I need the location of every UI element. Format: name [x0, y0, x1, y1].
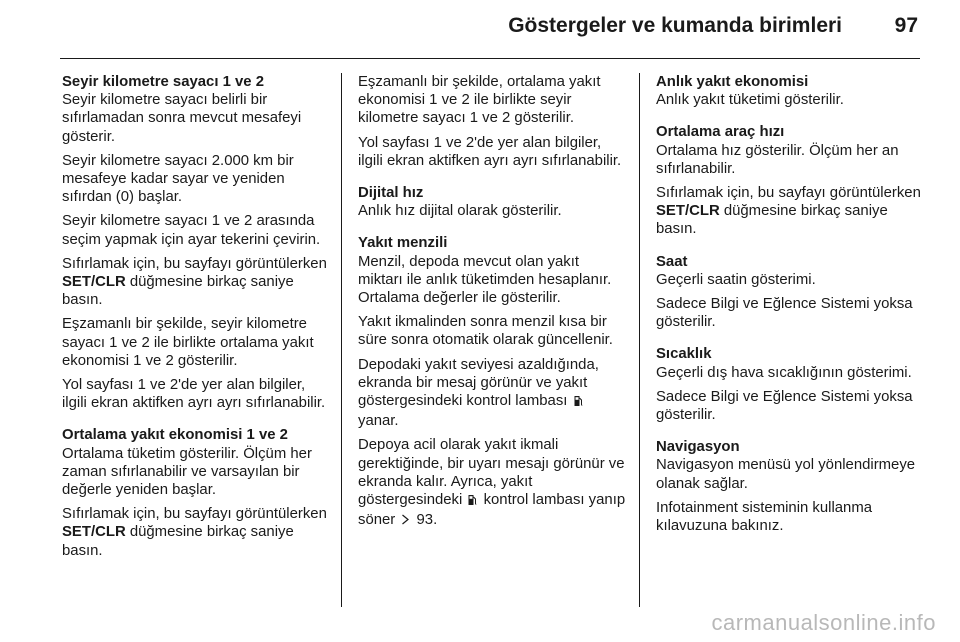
section-heading: Ortalama araç hızı	[656, 124, 785, 141]
paragraph: Anlık hız dijital olarak gösterilir.	[358, 203, 562, 220]
section-average-speed	[656, 123, 926, 238]
paragraph: Sadece Bilgi ve Eğlence Sistemi yoksa gösterilir.	[656, 388, 913, 424]
fuel-pump-icon	[468, 493, 477, 511]
section-instant-fuel-economy	[656, 73, 926, 109]
section-heading: Seyir kilometre sayacı 1 ve 2	[62, 74, 264, 90]
paragraph: Menzil, depoda mevcut olan yakıt miktarı ile anlık tüketimden hesaplanır. Ortalama değerler ile gösterilir.	[358, 253, 612, 307]
section-trip-odometer	[62, 73, 330, 412]
paragraph: Ortalama tüketim gösterilir. Ölçüm her zaman sıfırlanabilir ve varsayılan bir değerle yeniden başlar.	[62, 445, 312, 499]
section-digital-speed	[358, 184, 626, 220]
page-number: 97	[894, 14, 918, 37]
section-navigation	[656, 438, 926, 535]
paragraph: Eşzamanlı bir şekilde, seyir kilometre sayacı 1 ve 2 ile birlikte ortalama yakıt ekonomisi 1 ve 2 gösterilir.	[62, 316, 314, 369]
paragraph: Geçerli dış hava sıcaklığının gösterimi.	[656, 364, 912, 381]
header-divider	[60, 58, 920, 59]
paragraph: Depodaki yakıt seviyesi azaldığında, ekranda bir mesaj görünür ve yakıt göstergesindeki kontrol lambası yanar.	[358, 356, 599, 430]
column-left	[62, 73, 330, 574]
section-fuel-range	[358, 234, 626, 530]
page-reference[interactable]: 93.	[412, 512, 438, 529]
paragraph: Seyir kilometre sayacı 2.000 km bir mesafeye kadar sayar ve yeniden sıfırdan (0) başlar.	[62, 152, 294, 206]
paragraph: Geçerli saatin gösterimi.	[656, 271, 816, 288]
column-middle	[358, 73, 626, 544]
column-right	[656, 73, 926, 549]
section-heading: Dijital hız	[358, 185, 424, 202]
paragraph: Sıfırlamak için, bu sayfayı görüntülerken SET/CLR düğmesine birkaç saniye basın.	[62, 506, 327, 559]
page-title: Göstergeler ve kumanda birimleri	[508, 14, 842, 37]
paragraph: Eşzamanlı bir şekilde, ortalama yakıt ekonomisi 1 ve 2 ile birlikte seyir kilometre sayacı 1 ve 2 gösterilir.	[358, 74, 601, 127]
column-divider-right	[639, 73, 640, 607]
paragraph: Sadece Bilgi ve Eğlence Sistemi yoksa gösterilir.	[656, 296, 913, 331]
section-heading: Navigasyon	[656, 439, 740, 456]
section-heading: Yakıt menzili	[358, 235, 448, 252]
paragraph: Yol sayfası 1 ve 2'de yer alan bilgiler, ilgili ekran aktifken ayrı ayrı sıfırlanabilir.	[62, 377, 326, 412]
watermark: carmanualsonline.info	[711, 610, 936, 635]
section-heading: Saat	[656, 253, 688, 270]
paragraph: Infotainment sisteminin kullanma kılavuzuna bakınız.	[656, 499, 873, 535]
paragraph: Depoya acil olarak yakıt ikmali gerektiğinde, bir uyarı mesajı görünür ve ekranda kalır. Ayrıca, yakıt göstergesindeki kontrol lambası yanıp söner 93.	[358, 436, 626, 530]
paragraph: Seyir kilometre sayacı belirli bir sıfırlamadan sonra mevcut mesafeyi gösterir.	[62, 92, 302, 145]
paragraph: Anlık yakıt tüketimi gösterilir.	[656, 92, 844, 109]
section-clock	[656, 253, 926, 332]
paragraph: Navigasyon menüsü yol yönlendirmeye olanak sağlar.	[656, 457, 916, 492]
section-heading: Sıcaklık	[656, 346, 712, 363]
section-average-fuel-economy	[62, 426, 330, 559]
column-divider-left	[341, 73, 342, 607]
section-simultaneous-display	[358, 73, 626, 170]
page-reference-arrow-icon[interactable]	[401, 512, 410, 530]
section-temperature	[656, 345, 926, 424]
paragraph: Yol sayfası 1 ve 2'de yer alan bilgiler, ilgili ekran aktifken ayrı ayrı sıfırlanabilir.	[358, 134, 622, 169]
paragraph: Ortalama hız gösterilir. Ölçüm her an sıfırlanabilir.	[656, 142, 899, 177]
paragraph: Sıfırlamak için, bu sayfayı görüntülerken SET/CLR düğmesine birkaç saniye basın.	[62, 255, 327, 309]
page-header	[0, 0, 960, 62]
set-clr-button-label: SET/CLR	[656, 203, 720, 220]
paragraph: Sıfırlamak için, bu sayfayı görüntülerken SET/CLR düğmesine birkaç saniye basın.	[656, 185, 921, 238]
fuel-pump-icon	[574, 394, 583, 412]
set-clr-button-label: SET/CLR	[62, 524, 126, 541]
set-clr-button-label: SET/CLR	[62, 274, 126, 291]
paragraph: Yakıt ikmalinden sonra menzil kısa bir süre sonra otomatik olarak güncellenir.	[358, 314, 613, 349]
paragraph: Seyir kilometre sayacı 1 ve 2 arasında seçim yapmak için ayar tekerini çevirin.	[62, 213, 321, 248]
section-heading: Ortalama yakıt ekonomisi 1 ve 2	[62, 427, 288, 444]
section-heading: Anlık yakıt ekonomisi	[656, 74, 809, 90]
